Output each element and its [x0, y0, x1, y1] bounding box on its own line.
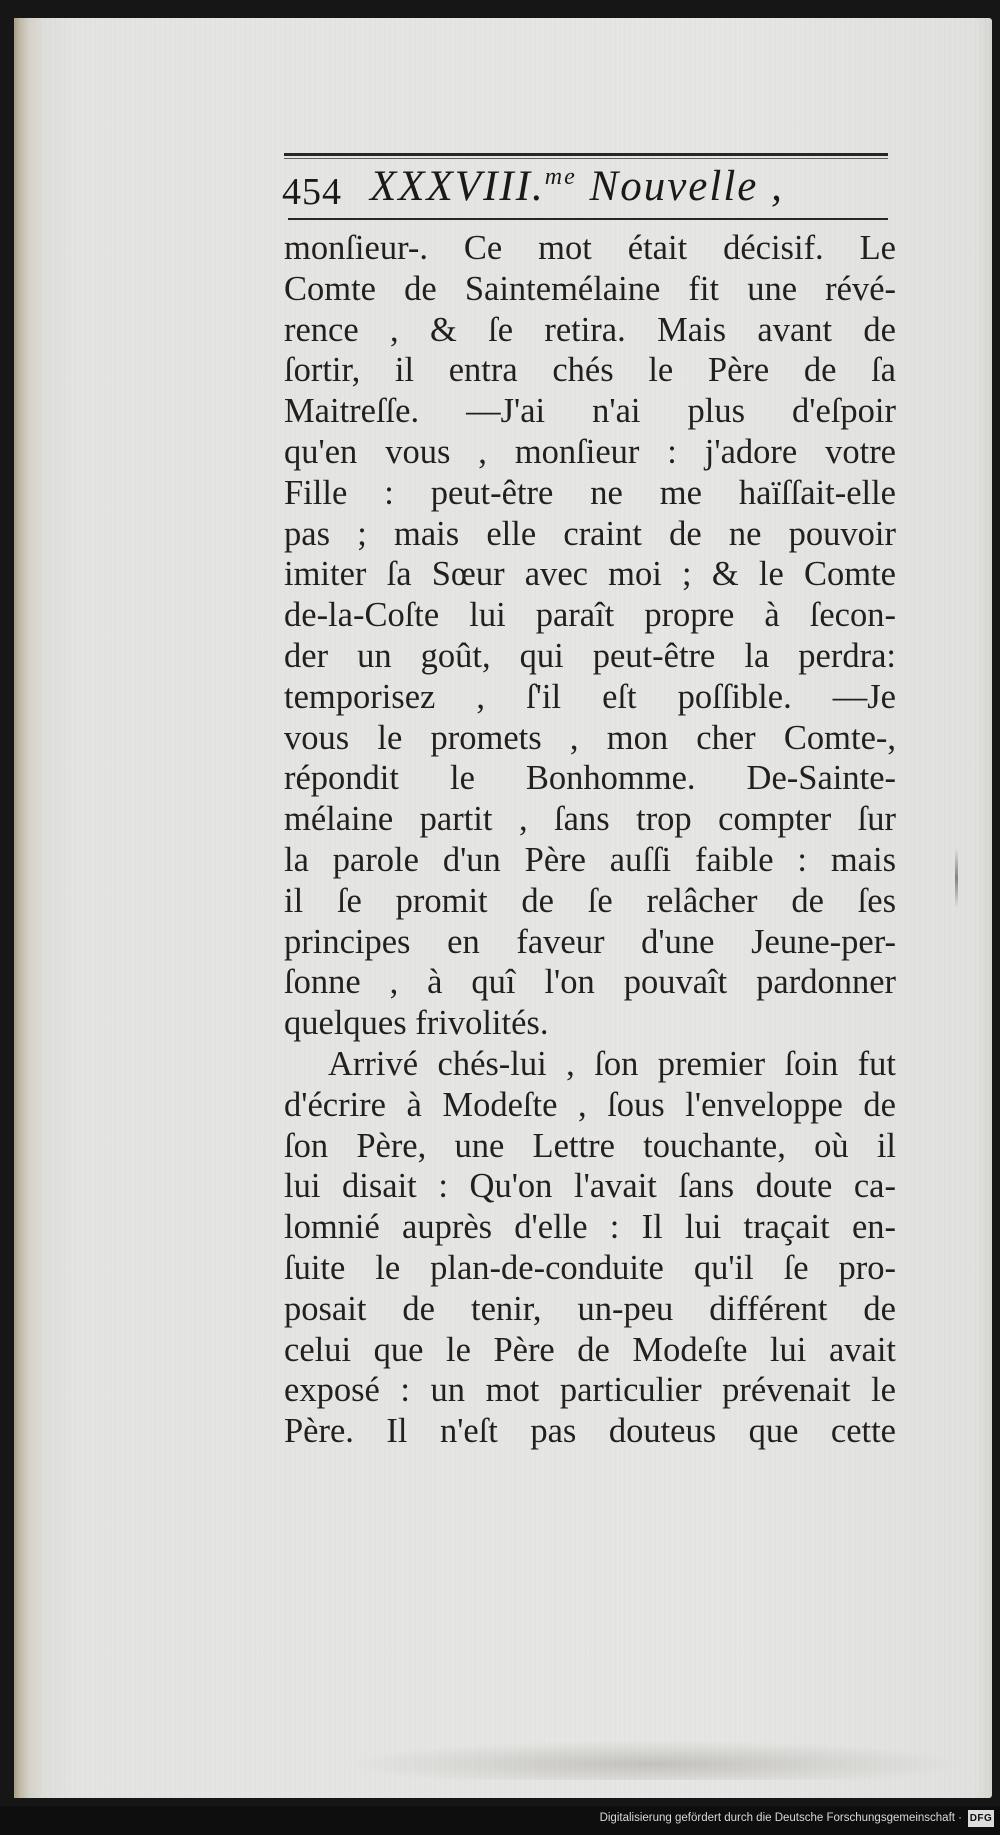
body-text: [284, 228, 896, 1452]
funding-credit: Digitalisierung gefördert durch die Deutsche Forschungsgemeinschaft ·: [599, 1812, 962, 1824]
text-line: der un goût, qui peut-être la perdra:: [284, 636, 896, 675]
page-gutter-shadow: [14, 18, 44, 1798]
text-line: mélaine partit , ſans trop compter ſur: [284, 800, 896, 839]
digitization-footer: [0, 1806, 1000, 1835]
text-line: qu'en vous , monſieur : j'adore votre: [284, 432, 896, 471]
title-superscript: me: [544, 164, 577, 190]
text-line: ſortir, il entra chés le Père de ſa: [284, 351, 896, 390]
running-header: [282, 152, 892, 216]
margin-pencil-mark: [955, 848, 958, 908]
text-line: Fille : peut-être ne me haïſſait-elle: [284, 473, 896, 512]
text-line: il ſe promit de ſe relâcher de ſes: [284, 881, 896, 920]
paragraph-first-line: Arrivé chés-lui , ſon premier ſoin fut: [328, 1044, 896, 1083]
text-line: rence , & ſe retira. Mais avant de: [284, 310, 896, 349]
title-word: Nouvelle ,: [589, 163, 784, 210]
text-line: répondit le Bonhomme. De-Sainte-: [284, 759, 896, 798]
page-number: 454: [282, 171, 342, 213]
paragraph-last-line: quelques frivolités.: [284, 1004, 549, 1043]
title-numeral: XXXVIII.: [370, 163, 545, 210]
header-rule-bottom: [288, 218, 888, 220]
text-line: vous le promets , mon cher Comte-,: [284, 718, 896, 757]
text-line: posait de tenir, un-peu différent de: [284, 1289, 896, 1328]
text-line: d'écrire à Modeſte , ſous l'enveloppe de: [284, 1085, 896, 1124]
text-line: Père. Il n'eſt pas douteus que cette: [284, 1412, 896, 1451]
text-line: celui que le Père de Modeſte lui avait: [284, 1330, 896, 1369]
dfg-logo: DFG: [968, 1810, 994, 1827]
text-line: ſonne , à quî l'on pouvaît pardonner: [284, 963, 896, 1002]
text-line: monſieur-. Ce mot était décisif. Le: [284, 229, 896, 267]
text-line: de-la-Coſte lui paraît propre à ſecon-: [284, 596, 896, 635]
text-line: pas ; mais elle craint de ne pouvoir: [284, 514, 896, 553]
text-line: Maitreſſe. —J'ai n'ai plus d'eſpoir: [284, 392, 896, 431]
text-line: ſuite le plan-de-conduite qu'il ſe pro-: [284, 1248, 896, 1287]
text-line: lomnié auprès d'elle : Il lui traçait en-: [284, 1208, 896, 1247]
page-stain: [344, 1740, 964, 1780]
text-line: ſon Père, une Lettre touchante, où il: [284, 1126, 896, 1165]
running-title: [370, 162, 784, 211]
text-line: Comte de Saintemélaine fit une révé-: [284, 269, 896, 308]
text-line: lui disait : Qu'on l'avait ſans doute ca-: [284, 1167, 896, 1206]
text-line: exposé : un mot particulier prévenait le: [284, 1371, 896, 1410]
text-line: imiter ſa Sœur avec moi ; & le Comte: [284, 555, 896, 594]
text-line: principes en faveur d'une Jeune-per-: [284, 922, 896, 961]
text-line: la parole d'un Père auſſi faible : mais: [284, 840, 896, 879]
text-line: temporisez , ſ'il eſt poſſible. —Je: [284, 677, 896, 716]
